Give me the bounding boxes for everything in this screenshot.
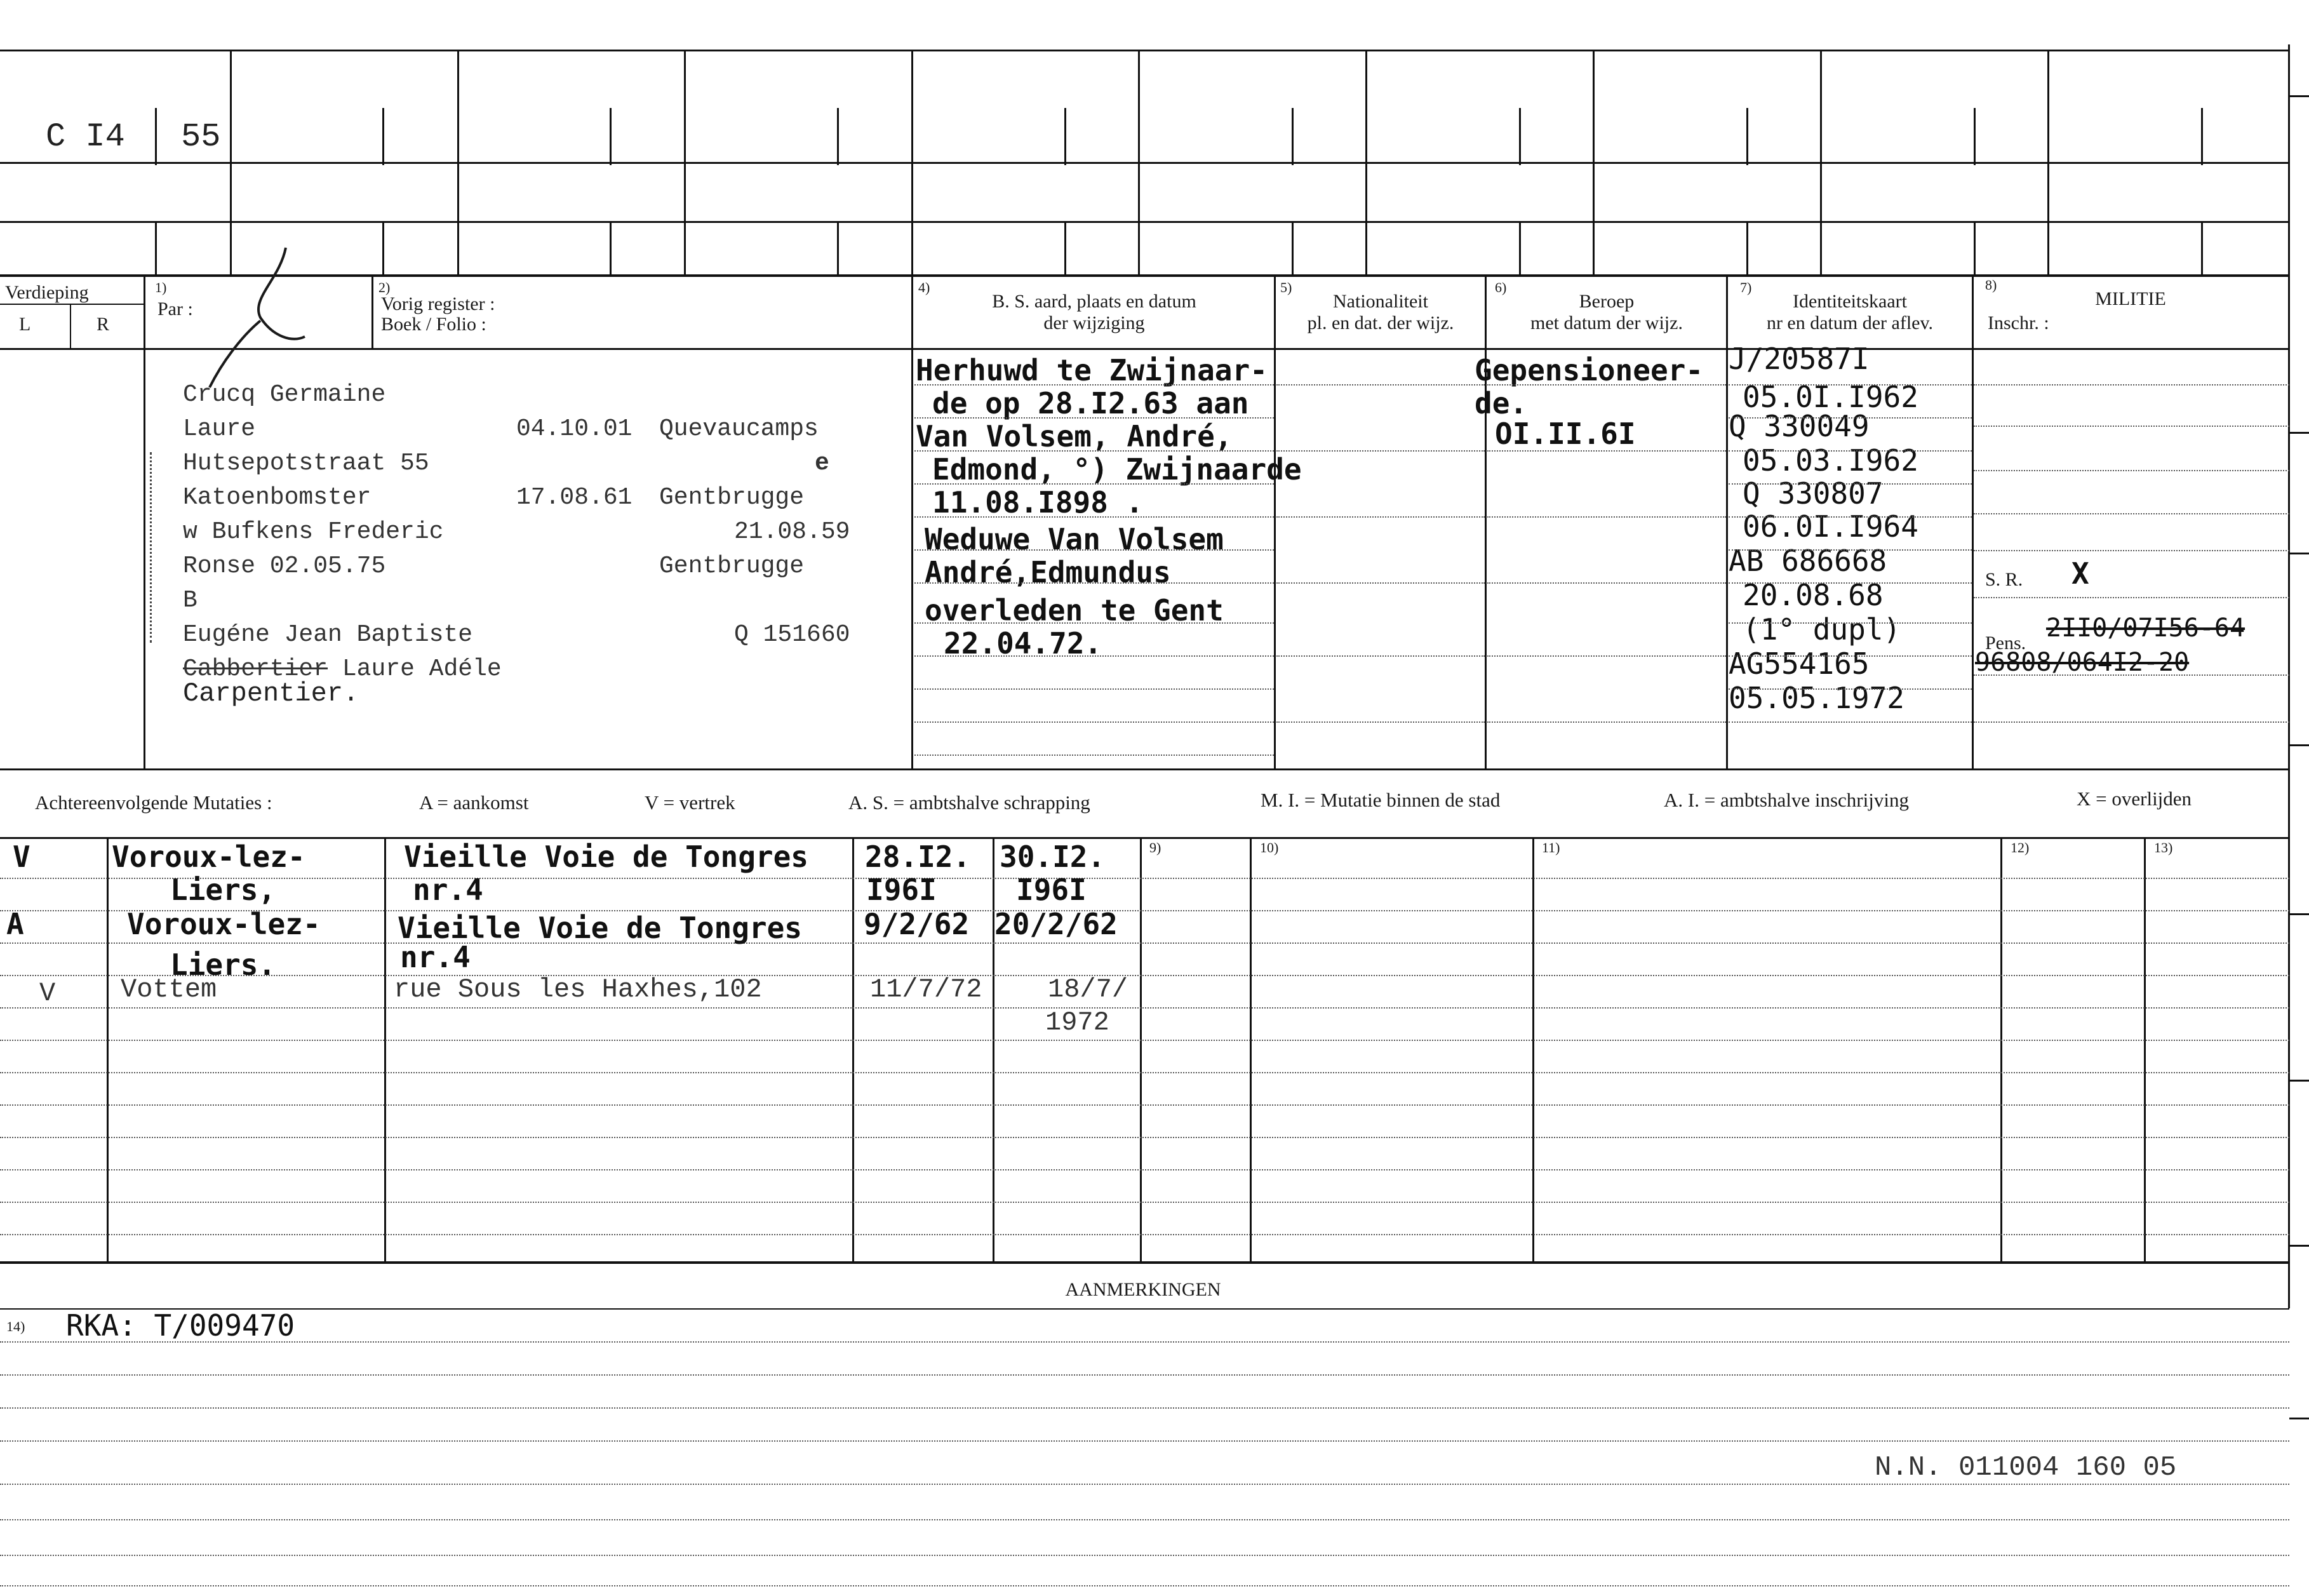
mutatie-code: A (6, 907, 24, 941)
marker-e: e (815, 450, 829, 477)
grid-col (457, 50, 459, 276)
mutatie-place-2: Liers, (170, 873, 276, 907)
beroep-entry: de. (1475, 386, 1528, 420)
mut-col (993, 837, 994, 1263)
num-5: 5) (1280, 279, 1292, 295)
top-grid-mid-line (0, 162, 2289, 164)
registration-date: 17.08.61 (516, 484, 632, 511)
legend-schrapping: A. S. = ambtshalve schrapping (848, 791, 1090, 814)
legend-aankomst: A = aankomst (419, 791, 529, 814)
legend-mutatie-stad: M. I. = Mutatie binnen de stad (1261, 789, 1501, 811)
col-line-6 (1485, 276, 1487, 770)
grid-col (1365, 50, 1367, 276)
num-1: 1) (155, 279, 167, 295)
boek-folio-label: Boek / Folio : (381, 314, 486, 335)
mutatie-place: Voroux-lez- (112, 840, 305, 874)
grid-tick (382, 108, 384, 165)
right-border (2288, 44, 2290, 1308)
num-9: 9) (1149, 840, 1161, 855)
mutaties-title: Achtereenvolgende Mutaties : (35, 791, 272, 814)
mutatie-place: Vottem (121, 974, 217, 1005)
pens-struck-2: 96808/064I2-20 (1975, 648, 2190, 677)
card-code: C I4 (46, 118, 125, 156)
grid-tick (610, 108, 612, 165)
num-4: 4) (918, 279, 930, 295)
col-line-5 (1274, 276, 1276, 770)
mutatie-code: V (39, 978, 56, 1009)
num-7: 7) (1740, 279, 1752, 295)
bs-entry: Weduwe Van Volsem (925, 522, 1224, 556)
grid-tick (1746, 221, 1748, 276)
id-entry: (1° dupl) (1743, 612, 1901, 647)
grid-tick (1064, 221, 1066, 276)
bs-entry: Herhuwd te Zwijnaar- (916, 353, 1268, 387)
id-entry: 20.08.68 (1743, 578, 1884, 612)
mutatie-date-2: 18/7/ (1048, 974, 1128, 1005)
bs-entry: Edmond, °) Zwijnaarde (932, 452, 1302, 486)
num-14: 14) (6, 1318, 25, 1334)
mutatie-place-2: Liers. (170, 948, 276, 982)
aanmerkingen-line (0, 1308, 2289, 1310)
id-entry: 05.05.1972 (1729, 681, 1904, 715)
mutatie-date-2: 30.I2. (1000, 840, 1106, 874)
father-id: Q 151660 (734, 621, 850, 648)
rka-number: RKA: T/009470 (66, 1308, 295, 1343)
mutatie-address: Vieille Voie de Tongres (398, 911, 802, 945)
verdieping-label: Verdieping (5, 282, 89, 303)
handwritten-arrow-mark (191, 241, 343, 394)
birth-place: Quevaucamps (659, 415, 819, 443)
grid-col (1593, 50, 1595, 276)
grid-tick (2201, 108, 2203, 165)
col-line-2 (371, 276, 373, 349)
lr-split (70, 304, 71, 349)
col-l-label: L (19, 314, 31, 335)
grid-col (1138, 50, 1140, 276)
verdieping-split (0, 304, 144, 305)
national-number: N.N. 011004 160 05 (1875, 1452, 2177, 1484)
grid-tick (155, 221, 157, 276)
mut-col (384, 837, 386, 1263)
beroep-entry: OI.II.6I (1495, 417, 1636, 451)
spouse-place: Gentbrugge (659, 553, 805, 580)
col-line-1 (144, 276, 145, 770)
bs-entry: de op 28.I2.63 aan (932, 386, 1249, 420)
mutatie-address: Vieille Voie de Tongres (404, 840, 808, 874)
sr-label: S. R. (1985, 569, 2023, 590)
spouse-date: 21.08.59 (734, 518, 850, 546)
nat-header-1: Nationaliteit (1333, 291, 1428, 312)
birth-date: 04.10.01 (516, 415, 632, 443)
grid-col (911, 50, 913, 276)
id-entry: AB 686668 (1729, 544, 1887, 578)
id-entry: 05.03.I962 (1743, 443, 1918, 478)
grid-tick (382, 221, 384, 276)
mut-col (107, 837, 109, 1263)
pens-label: Pens. (1985, 633, 2026, 654)
grid-tick (610, 221, 612, 276)
card-number: 55 (181, 118, 221, 156)
bs-entry: 22.04.72. (944, 626, 1102, 661)
pens-struck-1: 2II0/07I56-64 (2046, 614, 2245, 643)
mutatie-date-2b: 1972 (1045, 1007, 1109, 1038)
grid-tick (1292, 221, 1294, 276)
section-separator (0, 274, 2289, 277)
beroep-entry: Gepensioneer- (1475, 353, 1704, 387)
grid-tick (837, 108, 839, 165)
col-line-7 (1726, 276, 1728, 770)
grid-tick (155, 108, 157, 165)
num-8: 8) (1985, 277, 1997, 293)
mutaties-bottom-line (0, 1261, 2289, 1264)
mut-col (1250, 837, 1252, 1263)
beroep-header-2: met datum der wijz. (1530, 312, 1683, 333)
grid-tick (1519, 221, 1521, 276)
col-line-8 (1972, 276, 1974, 770)
id-entry: J/20587I (1729, 342, 1870, 376)
legend-inschrijving: A. I. = ambtshalve inschrijving (1664, 789, 1909, 811)
id-entry: Q 330049 (1729, 409, 1870, 443)
num-11: 11) (1542, 840, 1560, 855)
mutatie-date-1: 28.I2. (865, 840, 971, 874)
col-r-label: R (97, 314, 110, 335)
id-entry: Q 330807 (1743, 476, 1884, 511)
grid-tick (1974, 108, 1976, 165)
id-entry: 05.0I.I962 (1743, 380, 1918, 414)
mother-corrected-name: Carpentier. (183, 678, 359, 709)
legend-overlijden: X = overlijden (2077, 788, 2192, 810)
bs-entry: André,Edmundus (925, 555, 1171, 589)
grid-tick (1519, 108, 1521, 165)
aanmerkingen-title: AANMERKINGEN (1065, 1279, 1221, 1300)
street-address: Hutsepotstraat 55 (183, 450, 429, 477)
vorig-register-label: Vorig register : (381, 293, 495, 314)
grid-col (684, 50, 686, 276)
num-13: 13) (2154, 840, 2173, 855)
mutaties-top-line (0, 837, 2289, 839)
spouse-birth: Ronse 02.05.75 (183, 553, 386, 580)
header-bottom-line (0, 348, 2289, 350)
registration-place: Gentbrugge (659, 484, 805, 511)
father-name: Eugéne Jean Baptiste (183, 621, 473, 648)
grid-tick (837, 221, 839, 276)
mutatie-address: rue Sous les Haxhes,102 (394, 974, 762, 1005)
mutatie-address-2: nr.4 (413, 873, 483, 907)
grid-col (2047, 50, 2049, 276)
mut-col (1532, 837, 1534, 1263)
mut-col (2000, 837, 2002, 1263)
legend-vertrek: V = vertrek (645, 791, 735, 814)
inschr-label: Inschr. : (1988, 312, 2049, 333)
letter-b: B (183, 587, 197, 614)
spouse-name: w Bufkens Frederic (183, 518, 444, 546)
mother-rest-name: Laure Adéle (342, 655, 502, 683)
mother-struck-name: Cabbertier (183, 655, 328, 683)
par-label: Par : (157, 298, 193, 319)
grid-col (1820, 50, 1822, 276)
beroep-header-1: Beroep (1579, 291, 1635, 312)
id-header-1: Identiteitskaart (1793, 291, 1907, 312)
mutatie-code: V (13, 840, 30, 874)
militie-header: MILITIE (2095, 288, 2166, 309)
mutatie-place: Voroux-lez- (127, 907, 321, 941)
grid-tick (1974, 221, 1976, 276)
grid-tick (1746, 108, 1748, 165)
grid-tick (1064, 108, 1066, 165)
mut-col (1140, 837, 1142, 1263)
id-entry: 06.0I.I964 (1743, 509, 1918, 544)
mut-col (2144, 837, 2146, 1263)
bs-entry: Van Volsem, André, (916, 419, 1233, 453)
num-2: 2) (378, 279, 391, 295)
num-12: 12) (2011, 840, 2030, 855)
person-name: Crucq Germaine (183, 381, 386, 408)
bs-header-1: B. S. aard, plaats en datum (992, 291, 1196, 312)
nat-header-2: pl. en dat. der wijz. (1307, 312, 1454, 333)
main-bottom-line (0, 768, 2289, 770)
id-entry: AG554165 (1729, 647, 1870, 681)
top-grid-mid-line-2 (0, 221, 2289, 223)
person-first-name: Laure (183, 415, 256, 443)
mutatie-date-1b: I96I (866, 873, 937, 907)
col-line-4 (911, 276, 913, 770)
grid-tick (2201, 221, 2203, 276)
mutatie-date-2b: I96I (1016, 873, 1087, 907)
sr-value: X (2071, 556, 2089, 591)
bs-header-2: der wijziging (1043, 312, 1145, 333)
num-6: 6) (1495, 279, 1507, 295)
mutatie-date-1: 9/2/62 (864, 907, 970, 941)
margin-marks (150, 452, 159, 643)
occupation: Katoenbomster (183, 484, 371, 511)
mut-col (852, 837, 854, 1263)
mutatie-date-1: 11/7/72 (870, 974, 982, 1005)
grid-tick (1292, 108, 1294, 165)
bs-entry: overleden te Gent (925, 593, 1224, 627)
mutatie-address-2: nr.4 (400, 940, 471, 974)
mutatie-date-2: 20/2/62 (994, 907, 1118, 941)
id-header-2: nr en datum der aflev. (1766, 312, 1934, 333)
top-border (0, 50, 2289, 51)
num-10: 10) (1260, 840, 1279, 855)
bs-entry: 11.08.I898 . (932, 485, 1144, 520)
